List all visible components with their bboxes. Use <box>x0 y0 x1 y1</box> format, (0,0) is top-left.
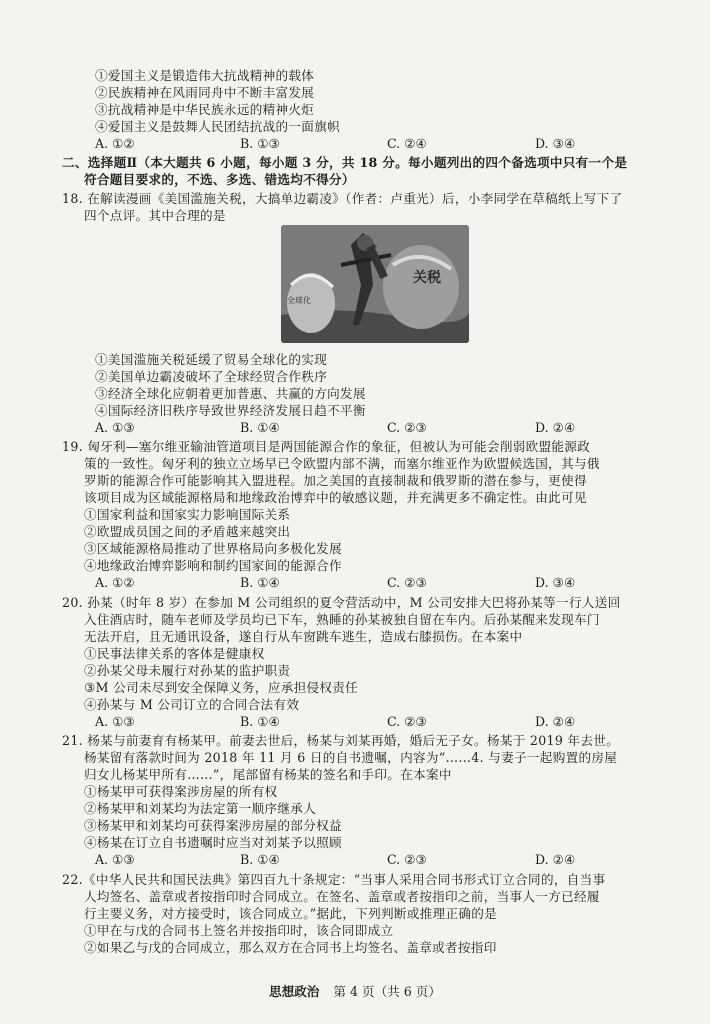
q17-option-b: B. ①③ <box>240 136 280 151</box>
q20-item-1: ①民事法律关系的客体是健康权 <box>84 646 265 661</box>
q18-option-c: C. ②③ <box>387 420 427 435</box>
q19-item-4: ④地缘政治博弈影响和制约国家间的能源合作 <box>84 558 342 573</box>
q21-item-1: ①杨某甲可获得案涉房屋的所有权 <box>84 784 278 799</box>
footer-page-number: 第 4 页（共 6 页） <box>333 984 441 999</box>
q22-stem-line2: 人均签名、盖章或者按指印时合同成立。在签名、盖章或者按指印之前，当事人一方已经履 <box>84 889 600 904</box>
q20-stem-line1: 20. 孙某（时年 8 岁）在参加 M 公司组织的夏令营活动中，M 公司安排大巴将孙某等一行人送回 <box>62 595 621 610</box>
q20-item-4: ④孙某与 M 公司订立的合同合法有效 <box>84 697 300 712</box>
q17-item-1: ①爱国主义是锻造伟大抗战精神的载体 <box>95 68 315 83</box>
q18-option-d: D. ②④ <box>535 420 576 435</box>
q18-stem-line2: 四个点评。其中合理的是 <box>84 208 226 223</box>
page-footer <box>0 984 710 1000</box>
q20-item-2: ②孙某父母未履行对孙某的监护职责 <box>84 663 291 678</box>
q18-item-1: ①美国滥施关税延缓了贸易全球化的实现 <box>95 352 328 367</box>
q17-option-c: C. ②④ <box>387 136 427 151</box>
q18-item-4: ④国际经济旧秩序导致世界经济发展日趋不平衡 <box>95 403 366 418</box>
q17-option-a: A. ①② <box>95 136 135 151</box>
q22-item-1: ①甲在与戊的合同书上签名并按指印时，该合同即成立 <box>84 923 394 938</box>
q21-item-3: ③杨某甲和刘某均可获得案涉房屋的部分权益 <box>84 818 342 833</box>
q17-item-3: ③抗战精神是中华民族永远的精神火炬 <box>95 102 315 117</box>
q18-option-b: B. ①④ <box>240 420 280 435</box>
q21-stem-line3: 归女儿杨某甲所有……”，尾部留有杨某的签名和手印。在本案中 <box>84 767 452 782</box>
q21-stem-line2: 杨某留有落款时间为 2018 年 11 月 6 日的自书遗嘱，内容为“……4. 与妻子一起购置的房屋 <box>84 750 618 765</box>
q18-item-3: ③经济全球化应朝着更加普惠、共赢的方向发展 <box>95 386 366 401</box>
q18-option-a: A. ①③ <box>95 420 135 435</box>
q19-stem-line4: 该项目成为区域能源格局和地缘政治博弈中的敏感议题，并充满更多不确定性。由此可见 <box>84 490 587 505</box>
q18-stem-line1: 18. 在解读漫画《美国滥施关税，大搞单边霸凌》（作者：卢重光）后，小李同学在草稿纸上写下了 <box>62 191 623 206</box>
q21-item-2: ②杨某甲和刘某均为法定第一顺序继承人 <box>84 801 317 816</box>
q17-option-d: D. ③④ <box>535 136 576 151</box>
q19-stem-line1: 19. 匈牙利—塞尔维亚输油管道项目是两国能源合作的象征，但被认为可能会削弱欧盟能源政 <box>62 439 591 454</box>
q18-cartoon-image <box>281 225 469 343</box>
q19-item-2: ②欧盟成员国之间的矛盾越来越突出 <box>84 524 291 539</box>
q19-stem-line3: 罗斯的能源合作可能影响其入盟进程。加之美国的直接制裁和俄罗斯的潜在参与，更使得 <box>84 473 587 488</box>
q21-stem-line1: 21. 杨某与前妻育有杨某甲。前妻去世后，杨某与刘某再婚，婚后无子女。杨某于 2019 年去世。 <box>62 733 620 748</box>
q20-stem-line2: 入住酒店时，随车老师及学员均已下车，熟睡的孙某被独自留在车内。后孙某醒来发现车门 <box>84 612 600 627</box>
q19-option-c: C. ②③ <box>387 575 427 590</box>
q21-option-a: A. ①③ <box>95 852 135 867</box>
q21-item-4: ④杨某在订立自书遗嘱时应当对刘某予以照顾 <box>84 835 342 850</box>
q20-item-3: ③M 公司未尽到安全保障义务，应承担侵权责任 <box>84 680 359 695</box>
q21-option-d: D. ②④ <box>535 852 576 867</box>
q19-option-b: B. ①④ <box>240 575 280 590</box>
cartoon-label-tariff: 关税 <box>413 270 441 286</box>
q20-stem-line3: 无法开启，且无通讯设备，遂自行从车窗跳车逃生，造成右膝损伤。在本案中 <box>84 629 523 644</box>
q17-item-4: ④爱国主义是鼓舞人民团结抗战的一面旗帜 <box>95 119 340 134</box>
q19-option-d: D. ③④ <box>535 575 576 590</box>
section2-header-line2: 符合题目要求的，不选、多选、错选均不得分） <box>84 172 355 187</box>
q20-option-c: C. ②③ <box>387 714 427 729</box>
q22-stem-line3: 行主要义务，对方接受时，该合同成立。”据此，下列判断或推理正确的是 <box>84 906 498 921</box>
section2-header-line1: 二、选择题Ⅱ（本大题共 6 小题，每小题 3 分，共 18 分。每小题列出的四个备选项中只有一个是 <box>62 155 628 170</box>
footer-subject: 思想政治 <box>269 984 320 999</box>
q20-option-b: B. ①④ <box>240 714 280 729</box>
q20-option-d: D. ②④ <box>535 714 576 729</box>
q20-option-a: A. ①③ <box>95 714 135 729</box>
q21-option-b: B. ①④ <box>240 852 280 867</box>
q18-item-2: ②美国单边霸凌破坏了全球经贸合作秩序 <box>95 369 328 384</box>
cartoon-label-globalization: 全球化 <box>287 296 311 305</box>
q19-item-1: ①国家利益和国家实力影响国际关系 <box>84 507 291 522</box>
q19-stem-line2: 策的一致性。匈牙利的独立立场早已令欧盟内部不满，而塞尔维亚作为欧盟候选国，其与俄 <box>84 456 600 471</box>
q21-option-c: C. ②③ <box>387 852 427 867</box>
q22-stem-line1: 22.《中华人民共和国民法典》第四百九十条规定：“当事人采用合同书形式订立合同的，自当事 <box>62 872 606 887</box>
q19-item-3: ③区域能源格局推动了世界格局向多极化发展 <box>84 541 342 556</box>
q19-option-a: A. ①② <box>95 575 135 590</box>
q17-item-2: ②民族精神在风雨同舟中不断丰富发展 <box>95 85 315 100</box>
q22-item-2: ②如果乙与戊的合同成立，那么双方在合同书上均签名、盖章或者按指印 <box>84 940 497 955</box>
